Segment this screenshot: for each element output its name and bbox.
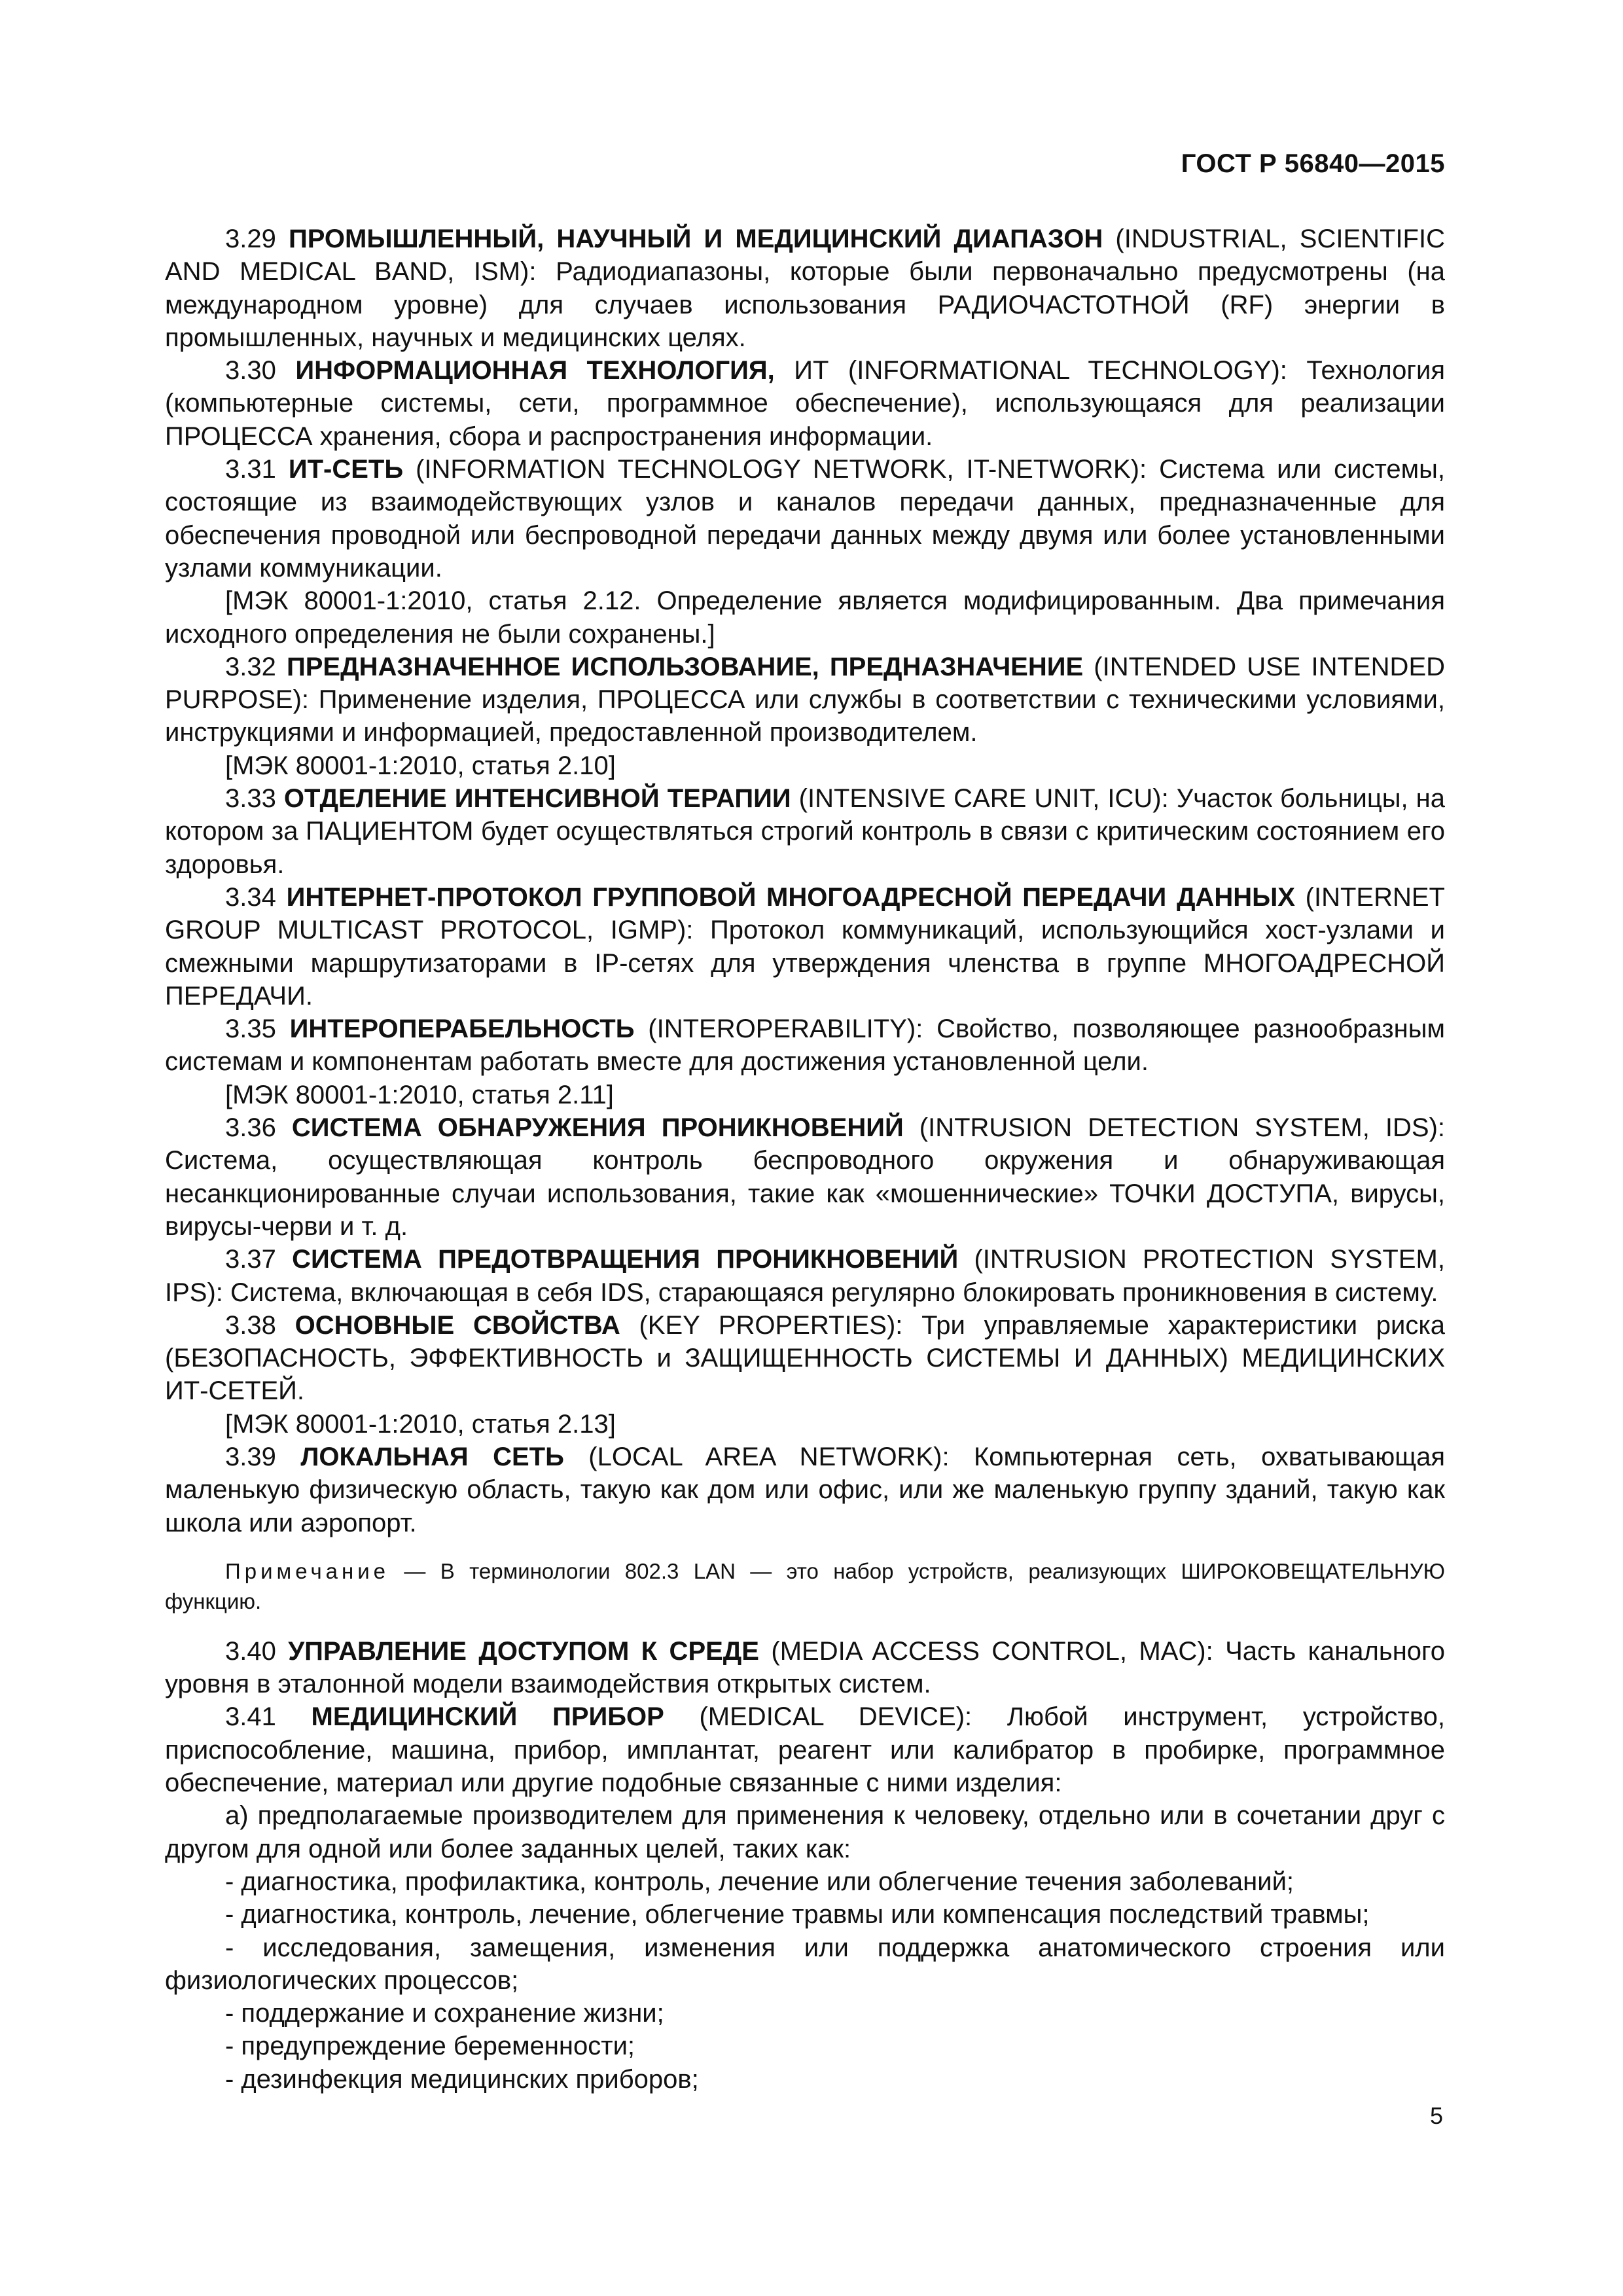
list-item: - предупреждение беременности; (225, 2032, 635, 2061)
list-item: - диагностика, контроль, лечение, облегчение травмы или компенсация последствий травмы; (225, 1900, 1370, 1929)
page-number: 5 (1429, 2102, 1443, 2129)
term-entry-3-40 (165, 1635, 1445, 1701)
reference-3-35: [МЭК 80001-1:2010, статья 2.11] (225, 1080, 614, 1109)
term-entry-3-29 (165, 223, 1445, 354)
term-entry-3-38 (165, 1309, 1445, 1408)
list-item: - поддержание и сохранение жизни; (225, 1999, 664, 2028)
term-entry-3-34 (165, 881, 1445, 1013)
note-text: — В терминологии 802.3 LAN — это набор устройств, реализующих ШИРОКОВЕЩАТЕЛЬНУЮ функцию. (165, 1558, 1445, 1613)
term-entry-3-35 (165, 1013, 1445, 1079)
term-title: СИСТЕМА ПРЕДОТВРАЩЕНИЯ ПРОНИКНОВЕНИЙ (292, 1245, 959, 1274)
list-item: - диагностика, профилактика, контроль, лечение или облегчение течения заболеваний; (225, 1867, 1294, 1896)
term-number: 3.34 (225, 882, 276, 912)
term-entry-3-37 (165, 1243, 1445, 1309)
term-definition: (INTERNET GROUP MULTICAST PROTOCOL, IGMP): Протокол коммуникаций, использующийся хост-узлами и смежными маршрутизаторами в IP-сетях для утверждения членства в группе МНОГОАДРЕСНОЙ ПЕРЕДАЧИ. (165, 882, 1445, 1011)
term-entry-3-36 (165, 1111, 1445, 1243)
term-definition: (MEDICAL DEVICE): Любой инструмент, устройство, приспособление, машина, прибор, имплантат, реагент или калибратор в пробирке, программное обеспечение, материал или другие подобные связанные с ними изделия: (165, 1702, 1446, 1798)
term-title: ЛОКАЛЬНАЯ СЕТЬ (300, 1442, 564, 1471)
list-item: - дезинфекция медицинских приборов; (225, 2064, 699, 2094)
list-item: - исследования, замещения, изменения или поддержка анатомического строения или физиологических процессов; (165, 1933, 1445, 1995)
term-number: 3.33 (225, 784, 276, 814)
term-title: ИНФОРМАЦИОННАЯ ТЕХНОЛОГИЯ, (295, 356, 775, 386)
term-definition: (INTENDED USE INTENDED PURPOSE): Применение изделия, ПРОЦЕССА или службы в соответствии с техническими условиями, инструкциями и информацией, предоставленной производителем. (165, 652, 1446, 747)
list-item-a: а) предполагаемые производителем для применения к человеку, отдельно или в сочетании друг с другом для одной или более заданных целей, таких как: (165, 1801, 1445, 1863)
term-number: 3.40 (225, 1636, 276, 1666)
term-title: СИСТЕМА ОБНАРУЖЕНИЯ ПРОНИКНОВЕНИЙ (291, 1113, 904, 1143)
term-entry-3-33 (165, 782, 1445, 881)
term-number: 3.29 (225, 224, 276, 253)
term-number: 3.37 (225, 1245, 276, 1274)
term-number: 3.32 (225, 652, 276, 681)
term-title: ПРОМЫШЛЕННЫЙ, НАУЧНЫЙ И МЕДИЦИНСКИЙ ДИАПАЗОН (289, 224, 1103, 253)
term-title: ИНТЕРОПЕРАБЕЛЬНОСТЬ (289, 1014, 635, 1044)
term-definition: (INDUSTRIAL, SCIENTIFIC AND MEDICAL BAND, ISM): Радиодиапазоны, которые были первоначально предусмотрены (на международном уровне) для случаев использования РАДИОЧАСТОТНОЙ (RF) энергии в промышленных, научных и медицинских целях. (165, 224, 1445, 352)
term-number: 3.36 (225, 1113, 276, 1143)
term-definition: ИТ (INFORMATIONAL TECHNOLOGY): Технология (компьютерные системы, сети, программное обеспечение), использующаяся для реализации ПРОЦЕССА хранения, сбора и распространения информации. (165, 356, 1445, 451)
term-definition: (INTRUSION DETECTION SYSTEM, IDS): Система, осуществляющая контроль беспроводного окружения и обнаруживающая несанкционированные случаи использования, такие как «мошеннические» ТОЧКИ ДОСТУПА, вирусы, вирусы-черви и т. д. (165, 1113, 1445, 1241)
term-title: ИТ-СЕТЬ (288, 455, 404, 484)
term-number: 3.39 (225, 1442, 276, 1471)
term-number: 3.38 (225, 1310, 276, 1340)
term-definition: (INTEROPERABILITY): Свойство, позволяющее разнообразным системам и компонентам работать вместе для достижения установленной цели. (165, 1014, 1445, 1077)
term-entry-3-39 (165, 1441, 1445, 1539)
note-label: Примечание (225, 1558, 390, 1583)
term-entry-3-31 (165, 453, 1445, 584)
term-definition: (INTENSIVE CARE UNIT, ICU): Участок больницы, на котором за ПАЦИЕНТОМ будет осуществляться строгий контроль в связи с критическим состоянием его здоровья. (165, 784, 1445, 879)
term-number: 3.41 (225, 1702, 276, 1732)
reference-3-38: [МЭК 80001-1:2010, статья 2.13] (225, 1409, 616, 1439)
term-entry-3-30 (165, 354, 1445, 453)
term-definition: (INFORMATION TECHNOLOGY NETWORK, IT-NETWORK): Система или системы, состоящие из взаимодействующих узлов и каналов передачи данных, предназначенные для обеспечения проводной или беспроводной передачи данных между двумя или более установленными узлами коммуникации. (165, 455, 1445, 583)
reference-3-31: [МЭК 80001-1:2010, статья 2.12. Определение является модифицированным. Два примечания исходного определения не были сохранены.] (165, 586, 1445, 649)
term-entry-3-41 (165, 1700, 1445, 1799)
term-title: ИНТЕРНЕТ-ПРОТОКОЛ ГРУППОВОЙ МНОГОАДРЕСНОЙ ПЕРЕДАЧИ ДАННЫХ (286, 882, 1295, 912)
term-definition: (KEY PROPERTIES): Три управляемые характеристики риска (БЕЗОПАСНОСТЬ, ЭФФЕКТИВНОСТЬ и ЗАЩИЩЕННОСТЬ СИСТЕМЫ И ДАННЫХ) МЕДИЦИНСКИХ ИТ-СЕТЕЙ. (165, 1310, 1445, 1406)
standard-header: ГОСТ Р 56840—2015 (1181, 149, 1445, 178)
term-number: 3.31 (225, 455, 276, 484)
term-title: МЕДИЦИНСКИЙ ПРИБОР (311, 1702, 664, 1732)
term-definition: (INTRUSION PROTECTION SYSTEM, IPS): Система, включающая в себя IDS, старающаяся регулярно блокировать проникновения в систему. (165, 1245, 1445, 1307)
note-3-39 (165, 1556, 1445, 1617)
term-title: ПРЕДНАЗНАЧЕННОЕ ИСПОЛЬЗОВАНИЕ, ПРЕДНАЗНАЧЕНИЕ (286, 652, 1084, 681)
term-entry-3-32 (165, 651, 1445, 749)
term-definition: (LOCAL AREA NETWORK): Компьютерная сеть, охватывающая маленькую физическую область, такую как дом или офис, или же маленькую группу зданий, такую как школа или аэропорт. (165, 1442, 1446, 1537)
document-body (165, 223, 1445, 2096)
term-title: ОСНОВНЫЕ СВОЙСТВА (294, 1310, 620, 1340)
term-title: УПРАВЛЕНИЕ ДОСТУПОМ К СРЕДЕ (288, 1636, 759, 1666)
reference-3-32: [МЭК 80001-1:2010, статья 2.10] (225, 751, 616, 780)
term-number: 3.35 (225, 1014, 276, 1044)
term-title: ОТДЕЛЕНИЕ ИНТЕНСИВНОЙ ТЕРАПИИ (283, 784, 791, 814)
term-definition: (MEDIA ACCESS CONTROL, MAC): Часть канального уровня в эталонной модели взаимодействия открытых систем. (165, 1636, 1446, 1699)
term-number: 3.30 (225, 356, 276, 386)
